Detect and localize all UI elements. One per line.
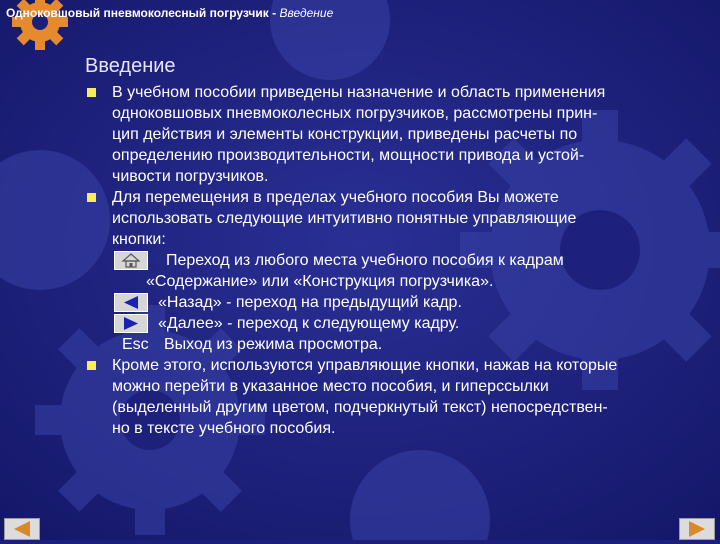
text-line: кнопки: [112,231,166,248]
text-line: одноковшовых пневмоколесных погрузчиков, рассмотрены прин- [112,105,598,122]
bottom-nav [0,510,720,540]
control-home-row-2 [86,271,686,292]
prev-slide-button[interactable] [4,518,40,540]
control-esc-row [86,334,686,355]
left-arrow-icon [5,519,39,539]
bullet-3 [86,355,686,439]
control-next-row [86,313,686,334]
home-desc-line2: «Содержание» или «Конструкция погрузчика». [146,273,494,290]
control-back-row [86,292,686,313]
header-section: Введение [279,6,334,20]
next-button-sample[interactable] [114,314,148,333]
back-button-sample[interactable] [114,293,148,312]
main-content [86,82,686,439]
bullet-icon [87,361,96,370]
esc-desc: Выход из режима просмотра. [164,336,383,353]
text-line: определению производительности, мощности привода и устой- [112,147,585,164]
home-desc-line1: Переход из любого места учебного пособия к кадрам [166,252,564,269]
text-line: чивости погрузчиков. [112,168,269,185]
control-home-row [86,250,686,271]
text-line: Кроме этого, используются управляющие кнопки, нажав на которые [112,357,618,374]
page-title: Введение [85,55,176,77]
bullet-icon [87,88,96,97]
esc-key-label: Esc [122,336,149,353]
left-arrow-icon [115,294,147,311]
bullet-2 [86,187,686,250]
next-desc: «Далее» - переход к следующему кадру. [158,315,460,332]
text-line: Для перемещения в пределах учебного пособия Вы можете [112,189,559,206]
header-bar [0,0,720,26]
text-line: В учебном пособии приведены назначение и область применения [112,84,606,101]
text-line: использовать следующие интуитивно понятные управляющие [112,210,577,227]
right-arrow-icon [680,519,714,539]
text-line: но в тексте учебного пособия. [112,420,336,437]
text-line: цип действия и элементы конструкции, приведены расчеты по [112,126,578,143]
bullet-1 [86,82,686,187]
right-arrow-icon [115,315,147,332]
home-button-sample[interactable] [114,251,148,270]
bullet-icon [87,193,96,202]
home-icon [115,252,147,269]
header-title: Одноковшовый пневмоколесный погрузчик [6,6,269,20]
text-line: можно перейти в указанное место пособия, и гиперссылки [112,378,549,395]
text-line: (выделенный другим цветом, подчеркнутый текст) непосредствен- [112,399,608,416]
header-separator: - [272,6,277,20]
next-slide-button[interactable] [679,518,715,540]
back-desc: «Назад» - переход на предыдущий кадр. [158,294,462,311]
